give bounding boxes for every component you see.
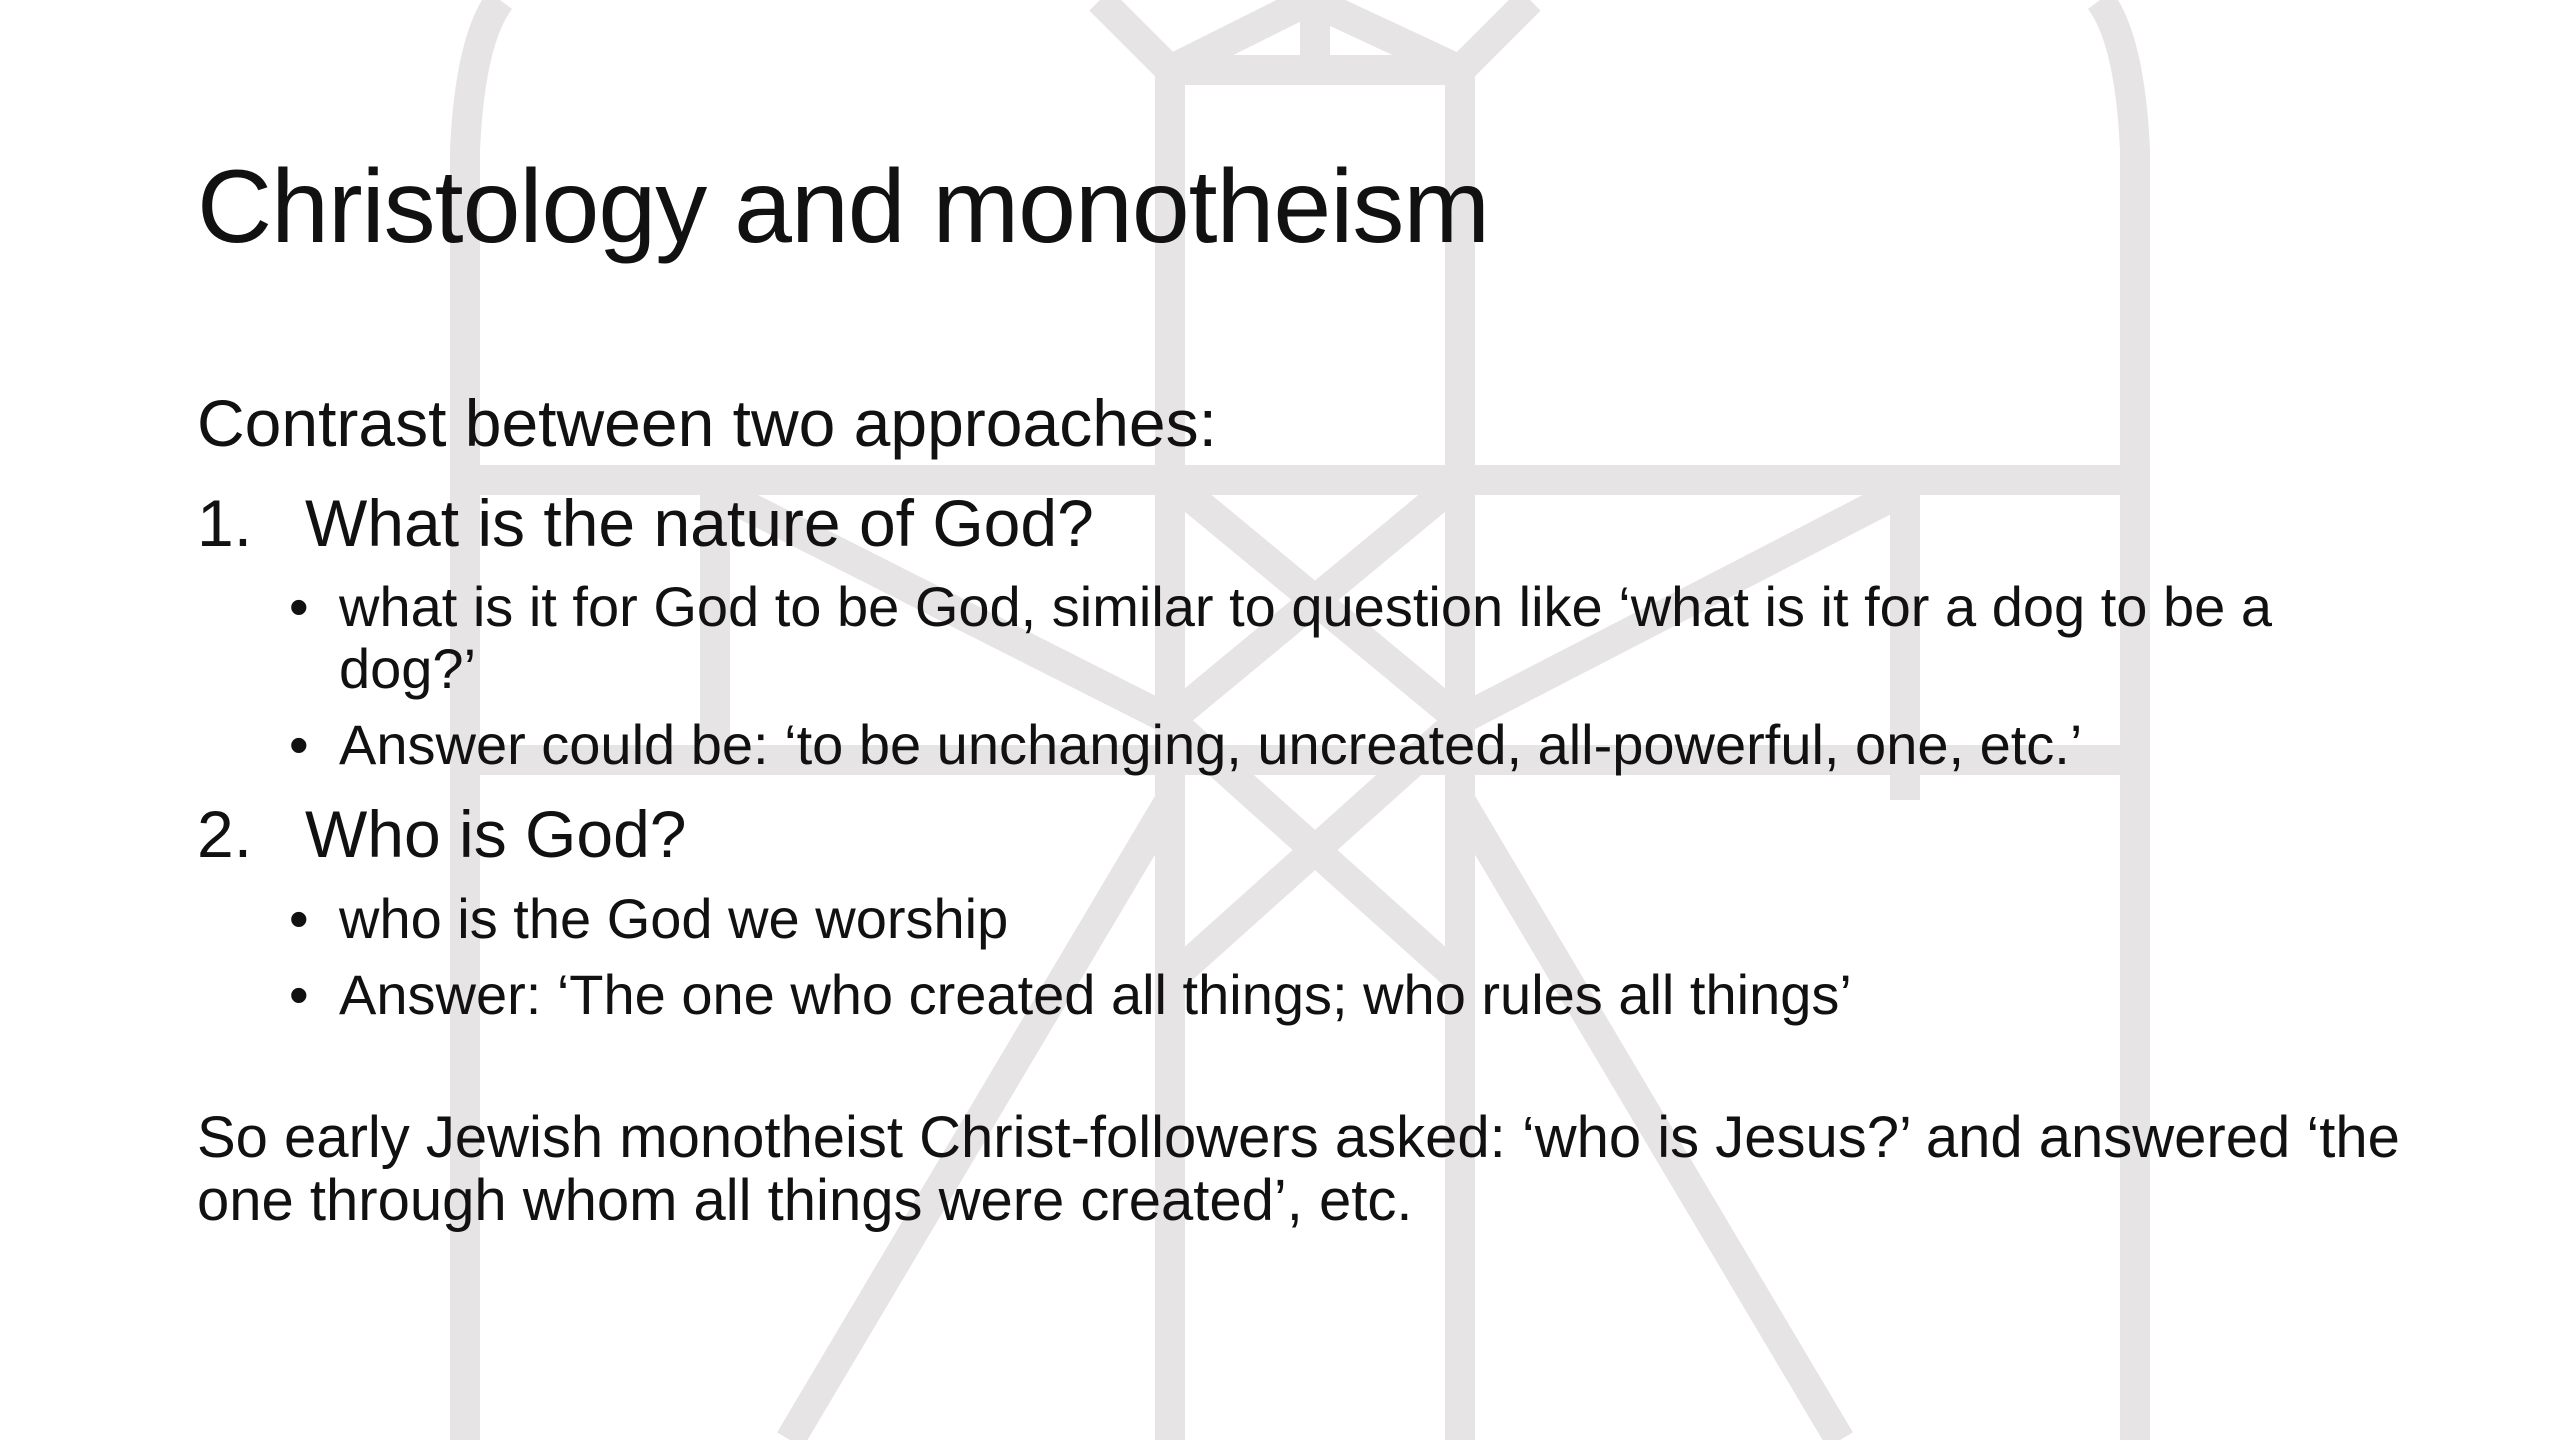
bullet-item xyxy=(289,714,2369,776)
bullet-icon: • xyxy=(289,575,309,638)
item-heading: Who is God? xyxy=(305,797,687,871)
item-heading: What is the nature of God? xyxy=(305,486,1094,560)
bullet-item xyxy=(289,576,2369,699)
bullet-item xyxy=(289,888,2369,950)
bullet-icon: • xyxy=(289,963,309,1026)
bullet-text: Answer: ‘The one who created all things; who rules all things’ xyxy=(339,963,1852,1026)
item-number: 1. xyxy=(197,486,253,560)
bullet-text: who is the God we worship xyxy=(339,887,1009,950)
intro-text: Contrast between two approaches: xyxy=(197,386,1217,460)
item-number: 2. xyxy=(197,797,253,871)
numbered-item-1 xyxy=(197,484,1094,563)
bullet-icon: • xyxy=(289,887,309,950)
conclusion-text: So early Jewish monotheist Christ-followers asked: ‘who is Jesus?’ and answered ‘the one through whom all things were created’, etc. xyxy=(197,1105,2400,1233)
bullet-icon: • xyxy=(289,713,309,776)
bullet-item xyxy=(289,964,2369,1026)
bullet-text: Answer could be: ‘to be unchanging, uncreated, all-powerful, one, etc.’ xyxy=(339,713,2083,776)
numbered-item-2 xyxy=(197,795,687,874)
bullet-text: what is it for God to be God, similar to question like ‘what is it for a dog to be a dog?’ xyxy=(339,575,2272,700)
slide-title: Christology and monotheism xyxy=(197,149,1489,265)
